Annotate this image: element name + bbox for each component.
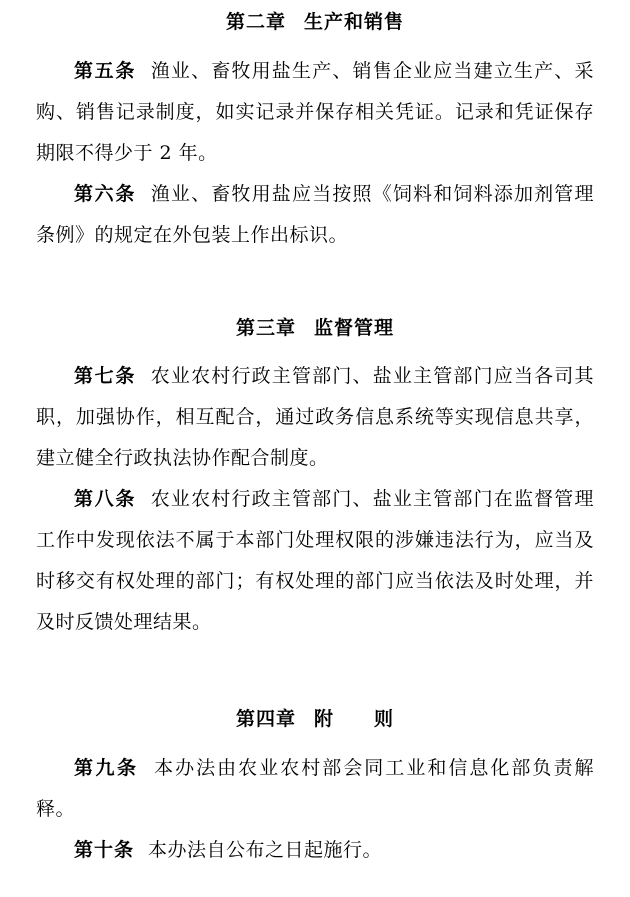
article-text: 农业农村行政主管部门、盐业主管部门在监督管理工作中发现依法不属于本部门处理权限的涉嫌违法行为，应当及时移交有权处理的部门；有权处理的部门应当依法及时处理，并及时反馈处理结果。: [36, 488, 594, 633]
spacer: [36, 734, 594, 748]
article-paragraph: [36, 51, 594, 174]
spacer: [36, 342, 594, 356]
chapter-heading-4: [36, 705, 594, 734]
article-number: 第十条: [74, 838, 135, 861]
chapter-title: 监督管理: [314, 316, 395, 339]
article-paragraph: [36, 748, 594, 830]
spacer: [36, 256, 594, 314]
article-text: 渔业、畜牧用盐应当按照《饲料和饲料添加剂管理条例》的规定在外包装上作出标识。: [36, 182, 594, 246]
chapter-heading-2: [36, 8, 594, 37]
chapter-title: 生产和销售: [304, 11, 405, 33]
article-paragraph: [36, 830, 594, 871]
chapter-label: 第四章: [235, 708, 296, 730]
spacer: [36, 37, 594, 51]
article-text: 农业农村行政主管部门、盐业主管部门应当各司其职，加强协作，相互配合，通过政务信息系统等实现信息共享，建立健全行政执法协作配合制度。: [36, 365, 594, 469]
article-paragraph: [36, 479, 594, 643]
chapter-label: 第三章: [235, 316, 296, 339]
article-number: 第七条: [74, 365, 137, 387]
article-text: 本办法自公布之日起施行。: [148, 838, 383, 861]
spacer: [36, 0, 594, 8]
chapter-title: 附 则: [314, 708, 395, 730]
article-number: 第九条: [74, 756, 139, 779]
article-paragraph: [36, 356, 594, 479]
chapter-label: 第二章: [225, 11, 286, 33]
chapter-heading-3: [36, 314, 594, 343]
article-text: 渔业、畜牧用盐生产、销售企业应当建立生产、采购、销售记录制度，如实记录并保存相关凭证。记录和凭证保存期限不得少于 2 年。: [36, 59, 594, 164]
article-number: 第八条: [74, 488, 137, 510]
spacer: [36, 643, 594, 705]
article-number: 第六条: [74, 182, 137, 205]
article-text: 本办法由农业农村部会同工业和信息化部负责解释。: [36, 756, 594, 820]
article-number: 第五条: [74, 59, 137, 82]
article-paragraph: [36, 174, 594, 256]
